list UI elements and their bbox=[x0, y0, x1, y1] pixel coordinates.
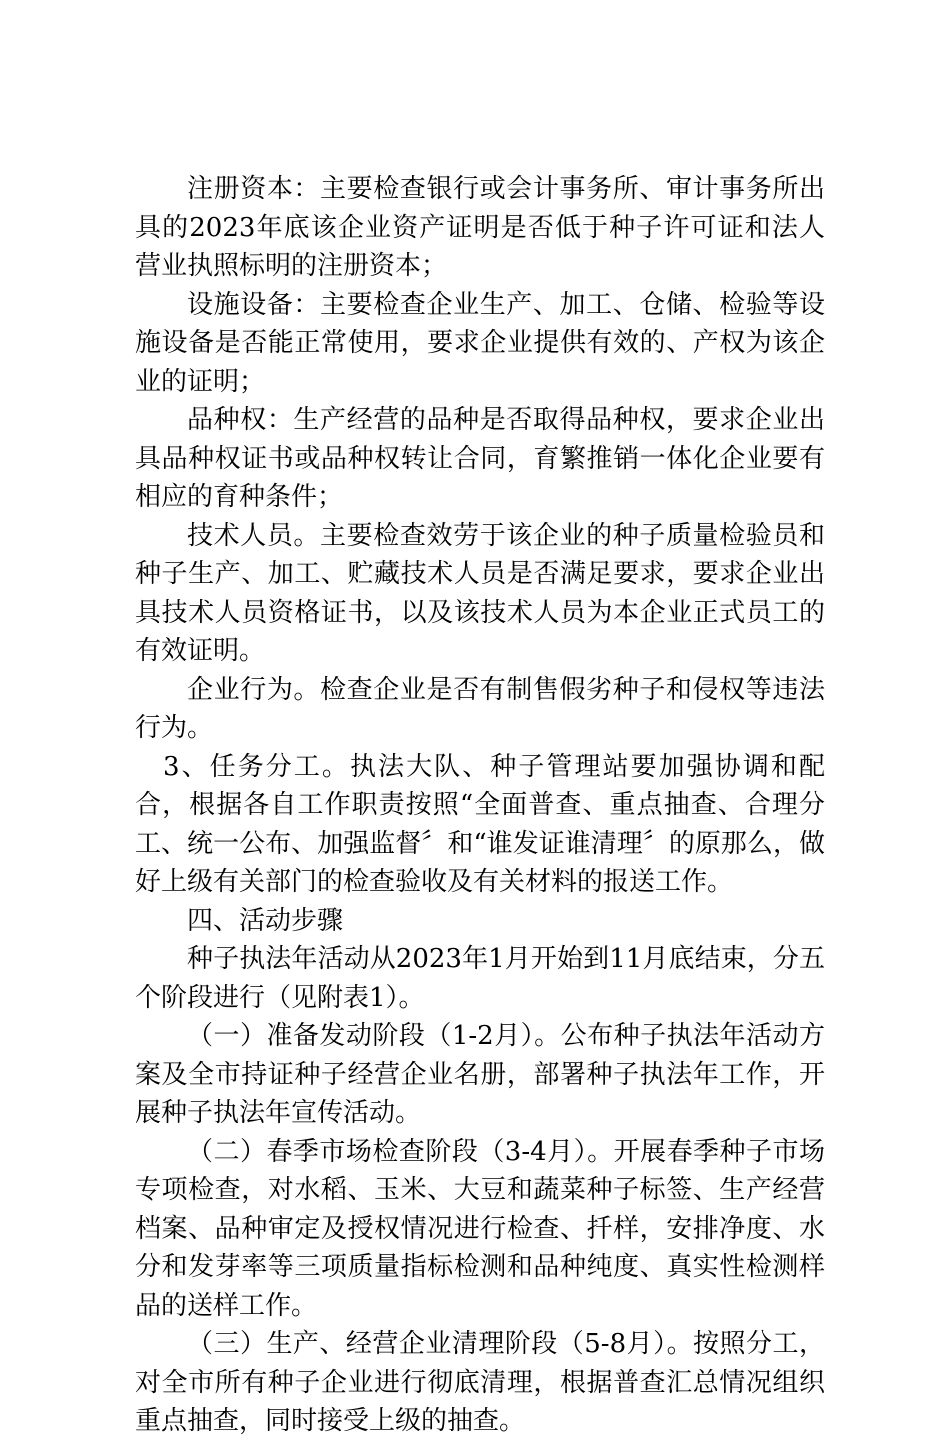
section-heading-activity-steps: 四、活动步骤 bbox=[187, 905, 344, 936]
paragraph-registered-capital: 注册资本：主要检查银行或会计事务所、审计事务所出具的2023年底该企业资产证明是否低于种子许可证和法人营业执照标明的注册资本； bbox=[135, 174, 825, 281]
paragraph-enterprise-conduct: 企业行为。检查企业是否有制售假劣种子和侵权等违法行为。 bbox=[135, 674, 825, 743]
paragraph-activity-overview: 种子执法年活动从2023年1月开始到11月底结束，分五个阶段进行（见附表1）。 bbox=[135, 944, 825, 1013]
paragraph-stage-2: （二）春季市场检查阶段（3-4月）。开展春季种子市场专项检查，对水稻、玉米、大豆和蔬菜种子标签、生产经营档案、品种审定及授权情况进行检查、扦样，安排净度、水分和发芽率等三项质量指标检测和品种纯度、真实性检测样品的送样工作。 bbox=[135, 1136, 825, 1321]
paragraph-technical-staff: 技术人员。主要检查效劳于该企业的种子质量检验员和种子生产、加工、贮藏技术人员是否满足要求，要求企业出具技术人员资格证书，以及该技术人员为本企业正式员工的有效证明。 bbox=[135, 520, 825, 666]
paragraph-variety-rights: 品种权：生产经营的品种是否取得品种权，要求企业出具品种权证书或品种权转让合同，育繁推销一体化企业要有相应的育种条件； bbox=[135, 405, 825, 512]
paragraph-stage-3: （三）生产、经营企业清理阶段（5-8月）。按照分工，对全市所有种子企业进行彻底清理，根据普查汇总情况组织重点抽查，同时接受上级的抽查。 bbox=[135, 1329, 825, 1436]
document-body bbox=[135, 170, 825, 1441]
paragraph-stage-1: （一）准备发动阶段（1-2月）。公布种子执法年活动方案及全市持证种子经营企业名册，部署种子执法年工作，开展种子执法年宣传活动。 bbox=[135, 1021, 825, 1128]
paragraph-facilities: 设施设备：主要检查企业生产、加工、仓储、检验等设施设备是否能正常使用，要求企业提供有效的、产权为该企业的证明； bbox=[135, 289, 825, 397]
paragraph-task-division: 3、任务分工。执法大队、种子管理站要加强协调和配合，根据各自工作职责按照“全面普查、重点抽查、合理分工、统一公布、加强监督〞和“谁发证谁清理〞的原那么，做好上级有关部门的检查验收及有关材料的报送工作。 bbox=[135, 751, 825, 897]
